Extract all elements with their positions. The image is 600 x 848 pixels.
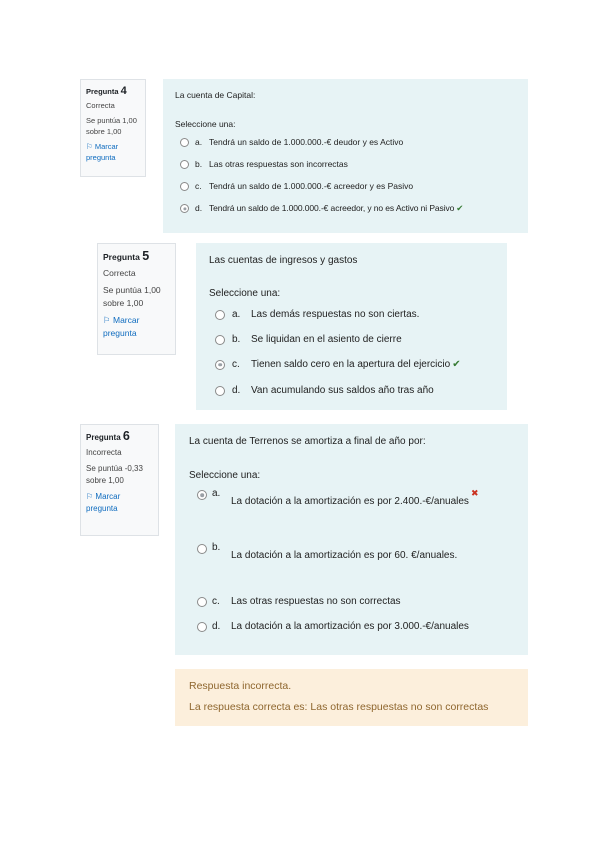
radio-button[interactable] — [180, 182, 189, 191]
question-text: La cuenta de Capital: — [175, 90, 256, 100]
option-letter: b. — [232, 334, 241, 345]
grade-line-1: Se puntúa 1,00 — [86, 116, 137, 125]
option-letter: d. — [212, 621, 221, 632]
radio-button[interactable] — [180, 138, 189, 147]
flag-line-1: Marcar — [94, 142, 119, 151]
answer-option-a[interactable] — [197, 488, 478, 507]
question-number: 5 — [142, 249, 150, 263]
option-letter: c. — [212, 596, 220, 607]
grade-line-1: Se puntúa 1,00 — [103, 285, 161, 295]
select-prompt: Seleccione una: — [209, 288, 281, 299]
question-state: Correcta — [86, 101, 115, 110]
flag-line-2: pregunta — [86, 503, 118, 513]
option-text: Las otras respuestas no son correctas — [231, 596, 401, 607]
option-letter: b. — [195, 159, 203, 169]
question-label: Pregunta — [86, 433, 121, 442]
option-text: Las otras respuestas son incorrectas — [209, 159, 348, 169]
radio-button-selected[interactable] — [180, 204, 189, 213]
radio-button[interactable] — [215, 310, 225, 320]
option-letter: a. — [195, 137, 203, 147]
answer-option-c[interactable] — [197, 596, 401, 607]
question-state: Incorrecta — [86, 447, 122, 457]
radio-button[interactable] — [197, 622, 207, 632]
flag-question-link[interactable] — [103, 314, 169, 339]
question-info-5 — [97, 243, 176, 355]
grade-line-2: sobre 1,00 — [86, 475, 124, 485]
option-letter: a. — [212, 488, 221, 499]
answer-option-a[interactable] — [215, 309, 419, 320]
answer-option-b[interactable] — [215, 334, 402, 345]
option-text: La dotación a la amortización es por 3.000.-€/anuales — [231, 621, 469, 632]
answer-option-d[interactable] — [180, 203, 463, 214]
question-content-4 — [163, 79, 528, 233]
feedback-result: Respuesta incorrecta. — [189, 680, 292, 692]
option-text: Van acumulando sus saldos año tras año — [251, 385, 434, 396]
option-letter: b. — [212, 542, 221, 553]
radio-button-selected[interactable] — [197, 490, 207, 500]
answer-option-d[interactable] — [197, 621, 469, 632]
flag-line-1: Marcar — [95, 492, 121, 501]
answer-feedback — [175, 669, 528, 726]
answer-option-c[interactable] — [215, 359, 461, 370]
question-number: 4 — [120, 85, 127, 97]
radio-button[interactable] — [197, 597, 207, 607]
option-letter: d. — [195, 203, 203, 213]
grade-line-2: sobre 1,00 — [86, 127, 122, 136]
answer-option-d[interactable] — [215, 385, 434, 396]
question-grade — [86, 115, 139, 137]
question-heading — [86, 431, 152, 444]
flag-line-2: pregunta — [86, 153, 116, 162]
radio-button[interactable] — [215, 335, 225, 345]
option-letter: a. — [232, 309, 241, 320]
option-text: Tienen saldo cero en la apertura del ejercicio — [251, 359, 451, 370]
answer-option-b[interactable] — [180, 159, 348, 169]
flag-question-link[interactable] — [86, 491, 152, 514]
question-state: Correcta — [103, 267, 136, 278]
incorrect-cross-icon: ✖ — [470, 488, 479, 498]
flag-line-1: Marcar — [113, 315, 140, 325]
question-heading — [103, 250, 169, 264]
question-heading — [86, 86, 139, 97]
question-info-4 — [80, 79, 146, 177]
correct-check-icon: ✔ — [456, 203, 464, 213]
question-grade — [103, 284, 169, 309]
flag-question-link[interactable] — [86, 141, 139, 163]
option-text: Tendrá un saldo de 1.000.000.-€ deudor y es Activo — [209, 137, 404, 147]
option-text: La dotación a la amortización es por 2.400.-€/anuales — [231, 496, 469, 507]
question-label: Pregunta — [86, 87, 119, 96]
answer-option-b[interactable] — [197, 542, 457, 561]
option-text: Las demás respuestas no son ciertas. — [251, 309, 420, 320]
flag-icon: ⚐ — [103, 315, 111, 325]
flag-line-2: pregunta — [103, 327, 137, 338]
question-content-5 — [196, 243, 507, 410]
grade-line-1: Se puntúa -0,33 — [86, 464, 143, 473]
select-prompt: Seleccione una: — [175, 119, 236, 129]
option-text: Tendrá un saldo de 1.000.000.-€ acreedor, y no es Activo ni Pasivo — [209, 203, 455, 213]
radio-button[interactable] — [197, 544, 207, 554]
option-text: Tendrá un saldo de 1.000.000.-€ acreedor y es Pasivo — [209, 181, 414, 191]
answer-option-a[interactable] — [180, 137, 403, 147]
question-text: La cuenta de Terrenos se amortiza a final de año por: — [189, 436, 426, 447]
answer-option-c[interactable] — [180, 181, 413, 191]
option-letter: d. — [232, 385, 241, 396]
select-prompt: Seleccione una: — [189, 470, 261, 481]
question-label: Pregunta — [103, 252, 140, 262]
flag-icon: ⚐ — [86, 492, 94, 501]
feedback-correct-answer: La respuesta correcta es: Las otras respuestas no son correctas — [189, 701, 489, 713]
correct-check-icon: ✔ — [452, 359, 461, 370]
question-text: Las cuentas de ingresos y gastos — [209, 255, 358, 266]
question-info-6 — [80, 424, 159, 536]
option-text: La dotación a la amortización es por 60. €/anuales. — [231, 550, 458, 561]
radio-button[interactable] — [180, 160, 189, 169]
radio-button-selected[interactable] — [215, 360, 225, 370]
flag-icon: ⚐ — [86, 142, 93, 151]
option-letter: c. — [232, 359, 240, 370]
question-number: 6 — [122, 429, 130, 443]
radio-button[interactable] — [215, 386, 225, 396]
grade-line-2: sobre 1,00 — [103, 297, 144, 308]
option-text: Se liquidan en el asiento de cierre — [251, 334, 402, 345]
question-grade — [86, 463, 152, 486]
option-letter: c. — [195, 181, 202, 191]
question-content-6 — [175, 424, 528, 655]
